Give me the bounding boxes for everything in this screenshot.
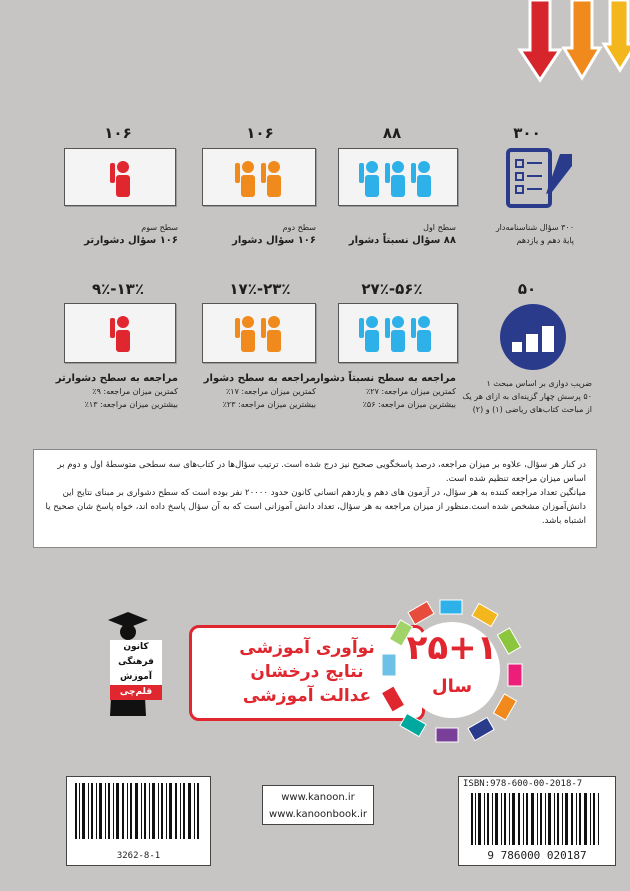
checklist-icon bbox=[500, 146, 580, 216]
website-box bbox=[262, 785, 374, 825]
row1-value-1: ۳۰۰ bbox=[513, 124, 541, 142]
one-person-icon bbox=[65, 149, 175, 205]
website-url-2[interactable]: www.kanoonbook.ir bbox=[269, 809, 367, 820]
isbn-digits: 9 786000 020187 bbox=[487, 849, 587, 862]
small-barcode bbox=[67, 777, 210, 847]
decorative-arrows bbox=[510, 0, 630, 86]
row2-value-2: ۲۷٪-۵۶٪ bbox=[361, 280, 423, 298]
slogan-line-3: عدالت آموزشی bbox=[242, 686, 372, 706]
row2-value-1: ۵۰ bbox=[517, 280, 537, 298]
level1-ref-box bbox=[338, 303, 458, 363]
slogan-line-1: نوآوری آموزشی bbox=[239, 638, 375, 658]
row2-value-3: ۱۷٪-۲۳٪ bbox=[229, 280, 291, 298]
small-barcode-number: 3262-8-1 bbox=[116, 851, 161, 861]
two-persons-icon bbox=[203, 304, 315, 362]
three-persons-icon bbox=[339, 149, 457, 205]
one-person-icon bbox=[65, 304, 175, 362]
isbn-barcode-box bbox=[458, 776, 616, 866]
isbn-barcode bbox=[459, 791, 615, 849]
row1-value-2: ۸۸ bbox=[382, 124, 402, 142]
row2-caption-3: مراجعه به سطح دشوار کمترین میزان مراجعه: ۱۷٪ بیشترین میزان مراجعه: ۲۳٪ bbox=[203, 373, 316, 409]
slogan-line-2: نتایج درخشان bbox=[250, 662, 364, 682]
two-persons-icon bbox=[203, 149, 315, 205]
row1-caption-1: ۳۰۰ سؤال شناسنامه‌دار پایهٔ دهم و یازدهم bbox=[495, 223, 574, 245]
explanation-paragraph-1: در کنار هر سؤال، علاوه بر میزان مراجعه، درصد پاسخگویی صحیح نیز درج شده است. ترتیب سؤال‌ها در کتاب‌های سه سطحی متوسطهٔ اول و دوم بر اساس میزان مراجعه تنظیم شده است. bbox=[57, 460, 586, 484]
explanation-paragraph-2: میانگین تعداد مراجعه کننده به هر سؤال، در آزمون های دهم و یازدهم انسانی کانون حدود ۲۰۰۰۰ نفر بوده است که سطح دشواری بر مبنای نتایج این دانش‌آموزان مشخص شده است.منظور از میزان مراجعه به هر سؤال، تعداد دانش آموزانی است که به آن سؤال پاسخ داده اند، خواه پاسخ شان صحیح یا اشتباه باشد. bbox=[45, 488, 586, 526]
row1-value-4: ۱۰۶ bbox=[104, 124, 132, 142]
level2-box bbox=[202, 148, 316, 206]
level3-ref-box bbox=[64, 303, 176, 363]
row1-caption-3: سطح دوم ۱۰۶ سؤال دشوار bbox=[232, 223, 316, 246]
row1-caption-4: سطح سوم ۱۰۶ سؤال دشوارتر bbox=[84, 223, 178, 246]
level2-ref-box bbox=[202, 303, 316, 363]
row1-caption-2: سطح اول ۸۸ سؤال نسبتاً دشوار bbox=[348, 223, 456, 246]
badge-unit: سال bbox=[431, 676, 473, 697]
level1-box bbox=[338, 148, 458, 206]
small-barcode-box bbox=[66, 776, 211, 866]
three-persons-icon bbox=[339, 304, 457, 362]
row2-value-4: ۹٪-۱۳٪ bbox=[91, 280, 144, 298]
row1-value-3: ۱۰۶ bbox=[246, 124, 274, 142]
level3-box bbox=[64, 148, 176, 206]
website-url-1[interactable]: www.kanoon.ir bbox=[281, 792, 355, 803]
isbn-label: ISBN:978-600-00-2018-7 bbox=[463, 779, 583, 789]
explanation-box bbox=[33, 449, 597, 548]
row2-caption-2: مراجعه به سطح نسبتاً دشوار کمترین میزان مراجعه: ۲۷٪ بیشترین میزان مراجعه: ۵۶٪ bbox=[314, 373, 456, 409]
row2-caption-1: ضریب دوازی بر اساس مبحث ۱ ۵۰ پرسش چهار گزینه‌ای به ازای هر یک از مباحث کتاب‌های ریاضی (۱) و (۲) bbox=[462, 379, 592, 414]
row2-caption-4: مراجعه به سطح دشوارتر کمترین میزان مراجعه: ۹٪ بیشترین میزان مراجعه: ۱۳٪ bbox=[55, 373, 178, 409]
kanoon-logo-text: کانون فرهنگی آموزش قلم‌چی bbox=[110, 640, 162, 700]
badge-number: ۲۵+۱ bbox=[406, 628, 498, 668]
bar-steps-icon bbox=[498, 302, 568, 372]
books-ring-icon bbox=[380, 596, 530, 746]
